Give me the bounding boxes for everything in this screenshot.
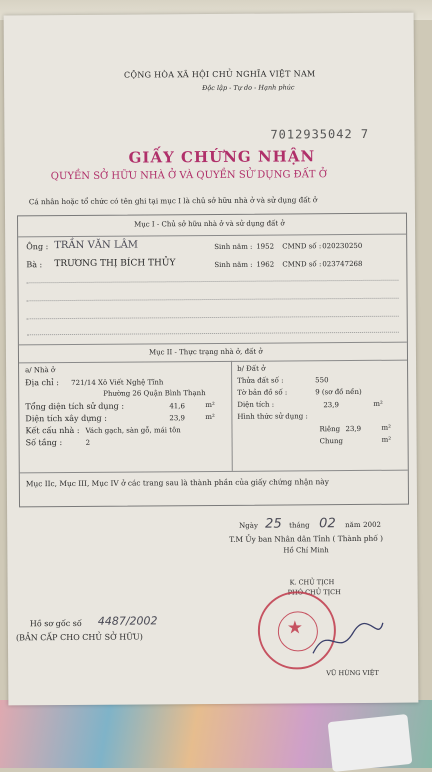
date-year: 2002 [363,520,382,529]
column-divider [231,361,233,471]
divider [20,470,408,474]
floors-value: 2 [85,438,91,447]
subtitle: QUYỀN SỞ HỮU NHÀ Ở VÀ QUYỀN SỬ DỤNG ĐẤT Ở [50,169,328,183]
floors-label: Số tầng : [25,438,63,448]
land-label: b/ Đất ở [237,364,266,373]
file-number: 4487/2002 [97,614,158,628]
blank-line [27,316,399,320]
date-month: 02 [319,516,336,532]
file-label: Hồ sơ gốc số [29,618,82,629]
authority-role2: PHÓ CHỦ TỊCH [287,588,341,597]
land-area-label: Diện tích : [237,400,275,409]
owner2-title: Bà : [26,260,43,270]
date-day: 25 [265,516,282,532]
total-area-unit: m² [205,400,215,410]
map-label: Tờ bản đồ số : [237,388,288,397]
certificate-document [4,13,419,706]
owner1-birth-label: Sinh năm : [214,242,253,251]
blank-line [27,332,399,336]
owner2-name: TRƯƠNG THỊ BÍCH THỦY [54,258,176,270]
total-area-label: Tổng diện tích sử dụng : [25,401,125,412]
motto: Độc lập - Tự do - Hạnh phúc [202,83,295,93]
land-area-unit: m² [373,399,383,408]
owner2-id: 023747268 [322,259,363,269]
blank-line [26,280,398,284]
owner2-birth-label: Sinh năm : [214,260,253,269]
owner1-id-label: CMND số : [282,242,322,251]
address-line1: 721/14 Xô Viết Nghệ Tĩnh [71,378,164,387]
build-area-unit: m² [205,412,215,422]
owner1-birth: 1952 [256,242,275,251]
authority-role1: K. CHỦ TỊCH [289,578,335,587]
seal-star-icon: ★ [286,617,304,639]
blank-line [27,298,399,302]
divider [19,360,407,364]
date-day-label: Ngày [239,521,258,530]
owner1-title: Ông : [26,242,49,252]
divider [19,342,407,346]
plot-value: 550 [315,376,329,385]
section1-heading: Mục I - Chủ sở hữu nhà ở và sử dụng đất ở [134,219,285,229]
content-table [17,213,409,508]
private-value: 23,9 [345,424,362,434]
authority-line2: Hồ Chí Minh [283,546,329,555]
plot-label: Thửa đất số : [237,376,284,385]
section2-heading: Mục II - Thực trạng nhà ở, đất ở [148,347,263,357]
fabric-background [0,700,432,768]
republic-header: CỘNG HÒA XÃ HỘI CHỦ NGHĨA VIỆT NAM [123,69,316,80]
private-label: Riêng [319,425,341,434]
signer-name: VŨ HÙNG VIỆT [326,668,379,678]
build-area: 23,9 [169,414,186,423]
page-title: GIẤY CHỨNG NHẬN [128,147,316,167]
use-form-label: Hình thức sử dụng : [237,412,308,421]
house-label: a/ Nhà ở [25,366,56,375]
owner2-id-label: CMND số : [282,260,322,269]
address-line2: Phường 26 Quận Bình Thạnh [103,389,206,398]
authority-line1: T.M Ủy ban Nhân dân Tỉnh ( Thành phố ) [229,533,383,544]
shared-label: Chung [319,437,343,446]
signature [308,613,388,664]
structure-value: Vách gạch, sàn gỗ, mái tôn [85,426,181,435]
owner2-birth: 1962 [256,260,275,269]
footer-note: Mục IIc, Mục III, Mục IV ở các trang sau là thành phần của giấy chứng nhận này [25,477,329,489]
owner1-id: 020230250 [322,241,363,251]
intro-text: Cá nhân hoặc tổ chức có tên ghi tại mục I là chủ sở hữu nhà ở và sử dụng đất ở [28,195,318,207]
private-unit: m² [381,423,391,432]
date-year-label: năm [345,520,361,530]
map-value: 9 (sơ đồ nền) [315,387,362,397]
address-label: Địa chỉ : [25,378,59,388]
date-month-label: tháng [289,521,310,530]
shared-unit: m² [381,435,392,444]
divider [18,234,406,238]
build-area-label: Diện tích xây dựng : [25,413,107,424]
total-area: 41,6 [169,402,185,411]
land-area-value: 23,9 [323,401,339,410]
copy-note: (BẢN CẤP CHO CHỦ SỞ HỮU) [15,632,143,643]
serial-number: 7012935042 7 [270,126,370,142]
owner1-name: TRẦN VĂN LÂM [54,239,139,252]
structure-label: Kết cấu nhà : [25,425,80,436]
